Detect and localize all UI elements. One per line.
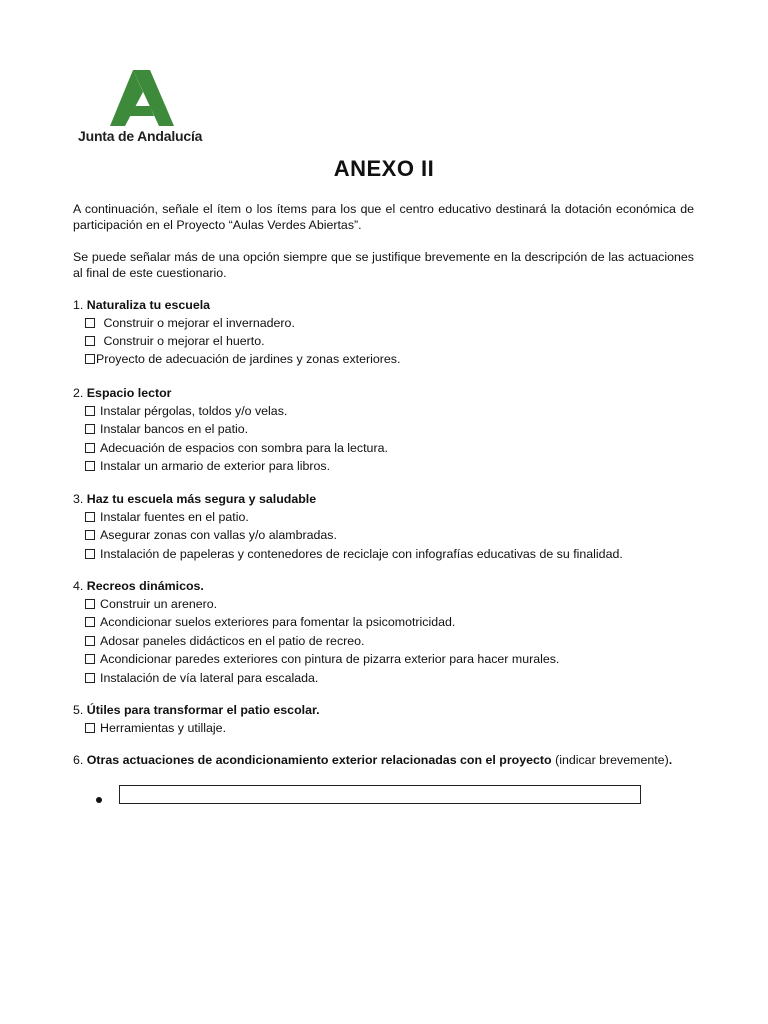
checkbox-item[interactable] (85, 546, 623, 562)
checkbox-label: Asegurar zonas con vallas y/o alambradas. (100, 528, 337, 542)
section-heading-2: 2. Espacio lector (73, 386, 172, 400)
section-heading-4: 4. Recreos dinámicos. (73, 579, 204, 593)
checkbox-label: Instalar bancos en el patio. (100, 422, 249, 436)
checkbox-input[interactable] (85, 530, 95, 540)
checkbox-item[interactable] (85, 509, 249, 525)
checkbox-input[interactable] (85, 336, 95, 346)
andalucia-a-logo-icon (110, 70, 174, 126)
checkbox-input[interactable] (85, 636, 95, 646)
checkbox-input[interactable] (85, 406, 95, 416)
checkbox-input[interactable] (85, 424, 95, 434)
checkbox-label: Instalar fuentes en el patio. (100, 510, 249, 524)
checkbox-item[interactable] (85, 333, 265, 349)
intro-paragraph-2: Se puede señalar más de una opción siempre que se justifique brevemente en la descripción de las actuaciones al final de este cuestionario. (73, 250, 694, 280)
checkbox-item[interactable] (85, 614, 455, 630)
checkbox-label: Instalar un armario de exterior para libros. (100, 459, 331, 473)
checkbox-label: Construir un arenero. (100, 597, 218, 611)
other-actions-text-field[interactable] (119, 785, 641, 804)
checkbox-label: Acondicionar paredes exteriores con pintura de pizarra exterior para hacer murales. (100, 652, 560, 666)
intro-paragraph-1: A continuación, señale el ítem o los ítems para los que el centro educativo destinará la dotación económica de participación en el Proyecto “Aulas Verdes Abiertas”. (73, 202, 694, 232)
junta-de-andalucia-logo (66, 66, 216, 150)
checkbox-label: Proyecto de adecuación de jardines y zonas exteriores. (96, 352, 401, 366)
checkbox-input[interactable] (85, 617, 95, 627)
checkbox-input[interactable] (85, 654, 95, 664)
checkbox-label: Herramientas y utillaje. (100, 721, 227, 735)
checkbox-item[interactable] (85, 527, 337, 543)
checkbox-item[interactable] (85, 315, 295, 331)
checkbox-label: Construir o mejorar el huerto. (100, 334, 265, 348)
checkbox-label: Instalación de papeleras y contenedores de reciclaje con infografías educativas de su finalidad. (100, 547, 623, 561)
checkbox-item[interactable] (85, 403, 287, 419)
checkbox-input[interactable] (85, 512, 95, 522)
checkbox-input[interactable] (85, 723, 95, 733)
logo-org-name: Junta de Andalucía (78, 128, 203, 144)
section-heading-3: 3. Haz tu escuela más segura y saludable (73, 492, 317, 506)
checkbox-label: Instalar pérgolas, toldos y/o velas. (100, 404, 288, 418)
section-heading-1: 1. Naturaliza tu escuela (73, 298, 211, 312)
checkbox-input[interactable] (85, 354, 95, 364)
checkbox-item[interactable] (85, 651, 559, 667)
section-heading-5: 5. Útiles para transformar el patio escolar. (73, 703, 320, 717)
checkbox-input[interactable] (85, 318, 95, 328)
checkbox-item[interactable] (85, 596, 217, 612)
checkbox-label: Adosar paneles didácticos en el patio de recreo. (100, 634, 365, 648)
checkbox-label: Instalación de vía lateral para escalada. (100, 671, 319, 685)
checkbox-item[interactable] (85, 670, 318, 686)
checkbox-input[interactable] (85, 549, 95, 559)
section-heading-6: 6. Otras actuaciones de acondicionamiento exterior relacionadas con el proyecto (indicar brevemente). (73, 753, 673, 767)
checkbox-item[interactable] (85, 351, 400, 367)
checkbox-item[interactable] (85, 633, 365, 649)
page-title: ANEXO II (333, 156, 435, 181)
checkbox-label: Adecuación de espacios con sombra para la lectura. (100, 441, 388, 455)
checkbox-input[interactable] (85, 461, 95, 471)
checkbox-input[interactable] (85, 599, 95, 609)
checkbox-input[interactable] (85, 443, 95, 453)
bullet-point (96, 797, 102, 803)
checkbox-item[interactable] (85, 421, 248, 437)
checkbox-item[interactable] (85, 440, 388, 456)
checkbox-label: Acondicionar suelos exteriores para fomentar la psicomotricidad. (100, 615, 456, 629)
checkbox-input[interactable] (85, 673, 95, 683)
checkbox-item[interactable] (85, 458, 330, 474)
checkbox-item[interactable] (85, 720, 226, 736)
checkbox-label: Construir o mejorar el invernadero. (100, 316, 295, 330)
